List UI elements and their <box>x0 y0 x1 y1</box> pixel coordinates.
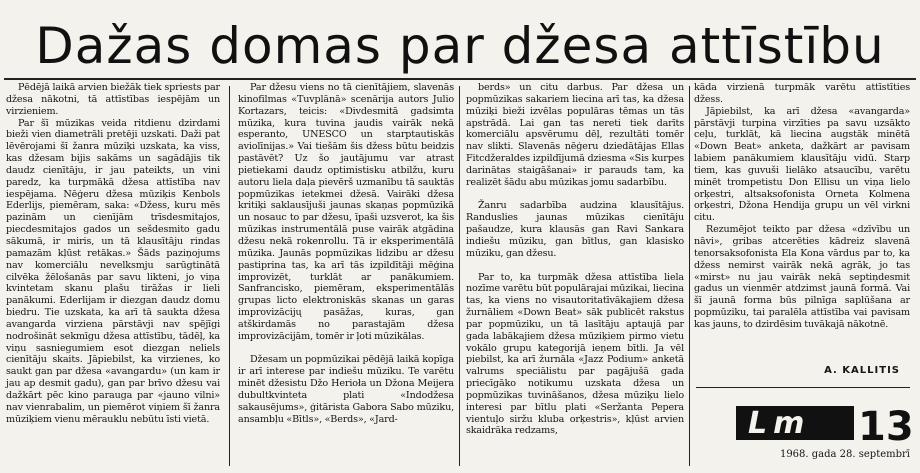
column-4-paragraph-2: Jāpiebilst, ka arī džesa «avangarda» pārstāvji turpina virzīties pa savu uzsākto ceļu, turklāt, kā liecina augstāk minētā «Down Beat» anketa, dažkārt ar pavisam labiem panākumiem klausītāju vidū. Starp tiem, kas guvuši lielāko atsaucību, varētu minēt trompetistu Don Ellisu un viņa lielo orķestri, altsaksofonista Orneta Kolmena orķestri, Džona Hendija grupu un vēl virkni citu. <box>694 105 910 224</box>
article-column-4 <box>694 82 910 331</box>
column-divider-2 <box>459 86 460 466</box>
logo-text: Lm <box>748 406 811 441</box>
title-underline <box>4 78 916 80</box>
column-1-paragraph-2: Par šī mūzikas veida ritdienu dzirdami bieži vien diametrāli pretēji uzskati. Daži pat lēvērojami šī žanra mūziķi uzskata, ka viss, kas džesam bijis sakāms un sagādājis tik daudz cienītāju, ir jau pateikts, un vini paredz, ka turpmākā džesa attīstība nav iespējama. Nēģeru džesa mūziķis Kenbols Ederlijs, piemēram, saka: «Džess, kuru mēs pazinām un cienījām trīsdesmitajos, piecdesmitajos gados un sešdesmito gadu sākumā, ir miris, un tā klausītāju rindas pamazām kļūst retākas.» Šāds paziņojums nav komerciālu nevelksmju sarūgtinātā cilvēka žēlošanās par savu likteni, jo viņa kvintetam skanu plašu tirāžas ir lieli panākumi. Ederlijam ir diezgan daudz domu biedru. Tie uzskata, ka arī tā saukta džesa avangarda virziena pārstāvji nav spējīgi nodrošināt sekmīgu džesa attīstību, tādēļ, ka viņu sasniegumiem esot diezgan neliels cienītāju skaits. Jāpiebilst, ka virzienes, ko saukt gan par džesa «avangardu» (un kam ir jau ap desmit gadu), gan par brīvo džesu vai dažkārt pēc kino parauga par «jauno vilni» nav vienrabalim, un piemērot viņiem šī žanra mūziķiem vienu mērauklu nebūtu īsti vietā. <box>6 117 220 425</box>
article-column-3 <box>466 82 684 437</box>
column-4-paragraph-3: Rezumējot teikto par džesa «dzīvību un nāvi», gribas atcerēties kādreiz slavenā tenorsaksofonista Ela Kona vārdus par to, ka džess nemirst vairāk nekā agrāk, jo tas «mirst» nu jau vairāk nekā septiņdesmit gadus un vienmēr atdzimst jaunā formā. Vai šī jaunā forma būs pilnīga saplūšana ar popmūziku, tai paralēla attīstība vai pavisam kas jauns, to dzirdēsim tuvākajā nākotnē. <box>694 224 910 330</box>
publication-date: 1968. gada 28. septembrī <box>779 449 910 460</box>
column-divider-1 <box>229 86 230 466</box>
column-3-paragraph-2: Žanru sadarbība audzina klausītājus. Randuslies jaunas mūzikas cienītāju pašaudze, kura klausās gan Ravi Sankara indiešu mūziku, gan bītlus, gan klasisko mūziku, gan džesu. <box>466 200 684 259</box>
article-column-1 <box>6 82 220 425</box>
newspaper-logo <box>734 400 914 446</box>
column-3-paragraph-3: Par to, ka turpmāk džesa attīstība liela nozīme varētu būt populārajai mūzikai, liecina tas, ka viens no visautoritatīvākajiem džesa žurnāliem «Down Beat» sāk publicēt rakstus par popmūziku, un tā lasītāju aptaujā par gada labākajiem džesa mūziķiem pirmo vietu vokālo grupu kategorijā ieņem bītli. Ja vēl piebilst, ka arī žurnāla «Jazz Podium» anketā valrums speciālistu par pagājušā gada priecīgāko notikumu uzskata džesa un popmūzikas tuvināšanos, džesa mūziķu lielo interesi par bītlu plati «Seržanta Pepera vientuļo siržu kluba orķestris», kļūst arvien skaidrāka redzams, <box>466 271 684 437</box>
column-divider-3 <box>689 86 690 466</box>
column-4-paragraph-1: kāda virzienā turpmāk varētu attīstīties džess. <box>694 82 910 105</box>
logo-number: 13 <box>858 404 914 446</box>
article-author: A. KALLITIS <box>824 365 900 376</box>
footer-rule <box>696 387 910 388</box>
column-2-paragraph-1: Par džesu viens no tā cienītājiem, slavenās kinofilmas «Tuvplānā» scenārija autors Julio Kortazars, teicis: «Divdesmitā gadsimta mūzika, kura tuvina jaudis vairāk nekā esperanto, UNESCO un starptautiskās aviolīnijas.» Vai tiešām šis džess būtu beidzis pastāvēt? Uz šo jautājumu var atrast pietiekami daudz optimistisku atbilžu, kuru autoru liela daļa pievērš uzmanību tā sauktās popmūzikas ietekmei džesā. Vairāki džesa kritiķi saklausījuši jaunas skaņas popmūzikā un nosauc to par džesu, īpaši uzsverot, ka šis mūzikas instrumentālā puse vairāk atgādina džesu nekā rokenrollu. Tā ir eksperimentālā mūzika. Jaunās popmūzikas lidzibu ar džesu pastiprina tas, ka arī tās izpildītāji mēģina improvizēt, turklāt ar panākumiem. Sanfrancisko, piemēram, eksperimentālās grupas licto elektroniskās skanas un garas improvizācijų pasāžas, kuras, gan atškirdamās no parastajām džesa improvizācijām, tomēr ir ļoti mūzikālas. <box>238 82 454 342</box>
column-1-paragraph-1: Pēdējā laikā arvien biežāk tiek spriests par džesa nākotni, tā attīstības iespējām un virzieniem. <box>6 82 220 117</box>
column-3-paragraph-1: berds» un citu darbus. Par džesa un popmūzikas sakariem liecina arī tas, ka džesa mūziķi bieži izvēlas populāras tēmas un tās apstrādā. Lai gan tas nereti tiek darīts komerciālu apsvērumu dēļ, rezultāti tomēr nav slikti. Slavenās nēģeru dziedātājas Ellas Fitcdžeraldes izpildījumā dziesma «Sis kurpes darinātas staigāšanai» ir parauds tam, ka realizēt šādu abu mūzikas jomu sadarbību. <box>466 82 684 188</box>
article-column-2 <box>238 82 454 425</box>
article-headline: Dažas domas par džesa attīstību <box>35 17 885 75</box>
column-2-paragraph-2: Džesam un popmūzikai pēdējā laikā kopīga ir arī interese par indiešu mūziku. Te varētu minēt džesistu Džo Herioła un Džona Meijera dubultkvinteta plati «Indodžesa sakausējums», ģitārista Gabora Sabo mūziku, ansambļu «Bītls», «Berds», «Jard- <box>238 354 454 425</box>
